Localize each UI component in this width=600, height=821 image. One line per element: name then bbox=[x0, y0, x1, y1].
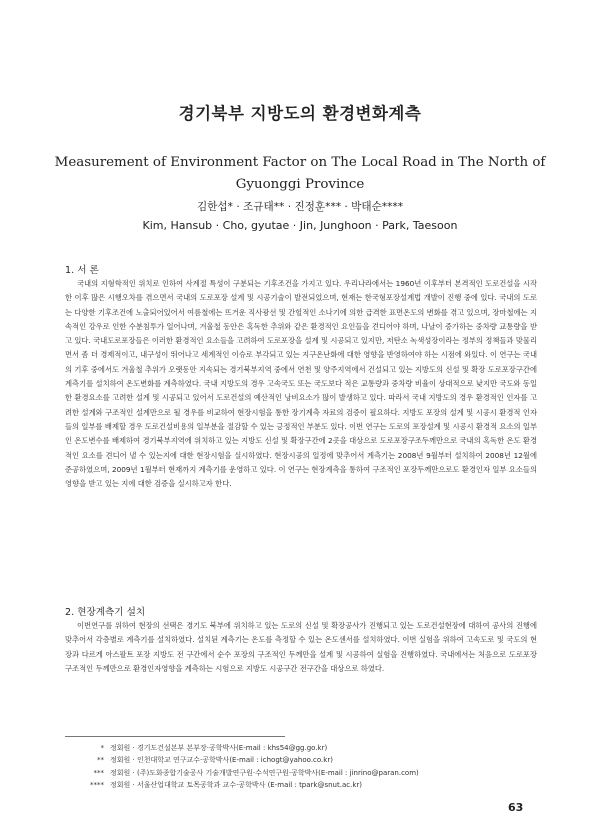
introduction-paragraph: 국내의 지형학적인 위치로 인하여 사계절 특성이 구분되는 기후조건을 가지고 있다. 우리나라에서는 1960년 이후부터 본격적인 도로건설을 시작한 이후 많은 시행오차를 겪으면서 국내의 도로포장 설계 및 시공기술이 발전되었으며, 현재는 한국형포장설계법 개발이 진행 중에 있다. 국내의 도로는 다양한 기후조건에 노출되어있어서 여름철에는 뜨거운 직사광선 및 간헐적인 소나기에 의한 급격한 표면온도의 변화를 겪고 있으며, 장마철에는 지속적인 강우로 인한 수분침투가 일어나며, 겨울철 동안은 혹독한 추위와 같은 환경적인 요인들을 견디어야 하며, 나날이 증가하는 중차량 교통량을 받고 있다. 국내도로포장들은 이러한 환경적인 요소들을 고려하여 도로포장을 설계 및 시공되고 있지만, 저탄소 녹색성장이라는 정부의 정책들과 맞물리면서 좀 더 경제적이고, 내구성이 뛰어나고 세계적인 이슈로 부각되고 있는 지구온난화에 대한 영향을 반영하여야 하는 시점에 와있다. 이 연구는 국내의 기후 중에서도 겨울철 추위가 오랫동안 지속되는 경기북부지역 중에서 연천 및 양주지역에서 건설되고 있는 지방도의 신설 및 확장 도로포장구간에 계측기를 설치하여 온도변화를 계측하였다. 국내 지방도의 경우 고속국도 또는 국도보다 적은 교통량과 중차량 비율이 상대적으로 낮지만 국도와 동일한 환경요소를 고려한 설계 및 시공되고 있어서 도로건설의 예산적인 낭비요소가 많이 발생하고 있다. 따라서 국내 지방도의 경우 환경적인 인자를 고려한 설계와 구조적인 설계만으로 될 경우를 비교하여 현장시험을 통한 장기계측 자료의 검증이 필요하다. 지방도 포장의 설계 및 시공시 환경적 인자들의 일부를 배제할 경우 도로건설비용의 일부분을 절감할 수 있는 긍정적인 부분도 있다. 이번 연구는 도로의 포장설계 및 시공시 환경적 요소의 일부인 온도변수를 배제하여 경기북부지역에 위치하고 있는 지방도 신설 및 확장구간에 2곳을 대상으로 도로포장구조두께만으로 국내의 혹독한 온도 환경적인 요소를 견디어 낼 수 있는지에 대한 현장시험을 실시하였다. 현장시공의 일정에 맞추어서 계측기는 2008년 9월부터 설치하여 2008년 12월에 준공하였으며, 2009년 1월부터 현재까지 계측기를 운영하고 있다. 이 연구는 현장계측을 통하여 구조적인 포장두께만으로도 환경인자 일부 요소들의 영향을 받고 있는 지에 대한 검증을 실시하고자 한다. bbox=[65, 279, 537, 489]
installation-paragraph: 이번연구를 위하여 현장의 선택은 경기도 북부에 위치하고 있는 도로의 신설 및 확장공사가 진행되고 있는 도로건설현장에 대하여 공사의 진행에 맞추어서 각층별로 계측기를 설치하였다. 설치된 계측기는 온도를 측정할 수 있는 온도센서를 설치하였다. 이번 실험을 위하여 고속도로 및 국도의 현장과 다르게 아스팔트 포장 지방도 전 구간에서 순수 포장의 구조적인 두께만을 설계 및 시공하여 실험을 진행하였다. 국내에서는 처음으로 도로포장구조적인 두께만으로 환경인자영향을 계측하는 시험으로 지방도 시공구간 전구간을 대상으로 하였다. bbox=[65, 621, 537, 673]
footnotes bbox=[82, 742, 542, 792]
footnote-author-4: **** 정회원 · 서울산업대학교 토목공학과 교수·공학박사 (E-mail : tpark@snut.ac.kr) bbox=[90, 781, 362, 790]
authors-english: Kim, Hansub · Cho, gyutae · Jin, Junghoon · Park, Taesoon bbox=[142, 219, 458, 232]
paper-title-korean: 경기북부 지방도의 환경변화계측 bbox=[178, 104, 422, 123]
section-heading-introduction: 1. 서 론 bbox=[65, 265, 99, 276]
footnote-divider bbox=[65, 736, 285, 737]
paper-title-english: Measurement of Environment Factor on The Local Road in The North of Gyuonggi Province bbox=[54, 155, 546, 192]
footnote-author-1: * 정회원 · 경기도건설본부 본부장·공학박사(E-mail : khs54@gg.go.kr) bbox=[100, 744, 328, 752]
page-number: 63 bbox=[508, 801, 524, 814]
footnote-author-3: *** 정회원 · (주)도화종합기술공사 기술개발연구원·수석연구원·공학박사(E-mail : jinrino@paran.com) bbox=[93, 768, 419, 777]
footnote-author-2: ** 정회원 · 인천대학교 연구교수·공학박사(E-mail : ichogt@yahoo.co.kr) bbox=[97, 756, 333, 765]
authors-korean: 김한섭* · 조규태** · 진정훈*** · 박태순**** bbox=[196, 201, 404, 213]
section-heading-installation: 2. 현장계측기 설치 bbox=[65, 607, 146, 618]
